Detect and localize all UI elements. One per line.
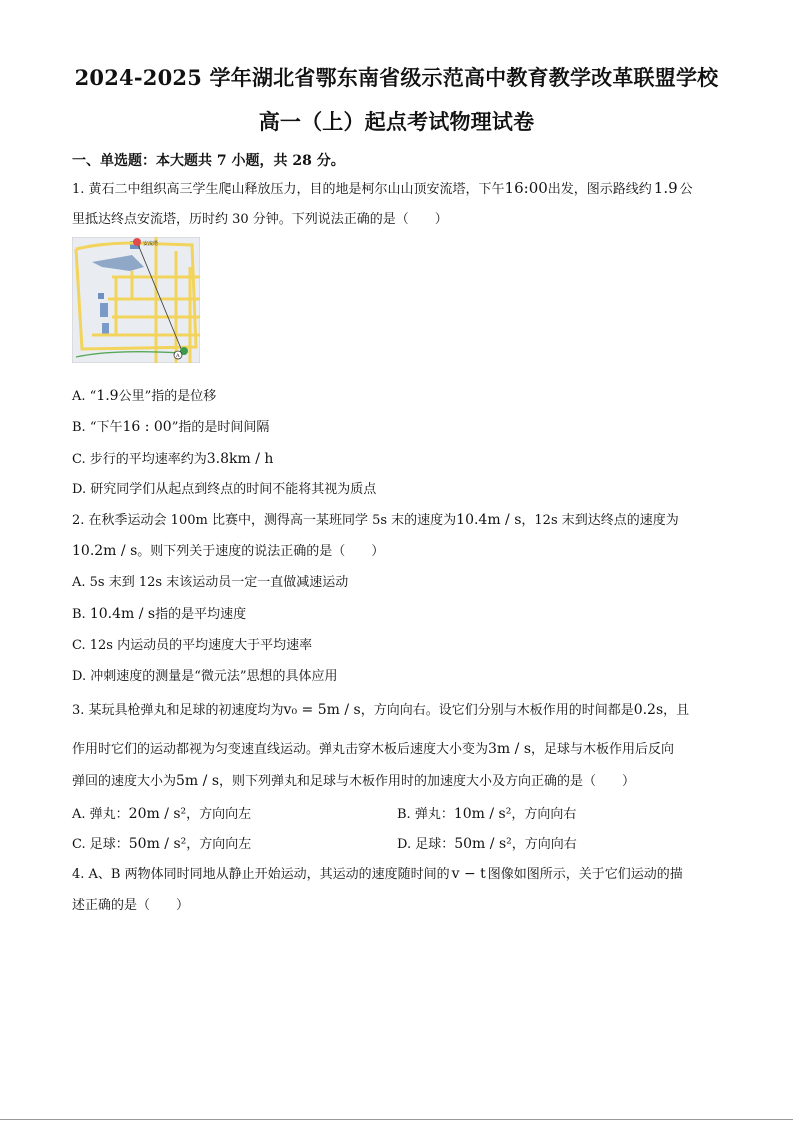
- q2-option-a: A. 5s 末到 12s 末该运动员一定一直做减速运动: [72, 575, 349, 590]
- q1-option-b: B. “下午16 : 00”指的是时间间隔: [72, 419, 270, 435]
- q4-stem-line1: 4. A、B 两物体同时同地从静止开始运动，其运动的速度随时间的 v − t 图像如图所示，关于它们运动的描: [72, 866, 683, 882]
- exam-title-line2: 高一（上）起点考试物理试卷: [258, 109, 535, 134]
- q3-stem-line2: 作用时它们的运动都视为匀变速直线运动。弹丸击穿木板后速度大小变为3m / s，足球与木板作用后反向: [72, 741, 675, 757]
- map-end-label: 安流塔: [143, 241, 159, 247]
- q1-stem-line1: 1. 黄石二中组织高三学生爬山释放压力，目的地是柯尔山山顶安流塔，下午16:00出发，图示路线约 1.9 公: [72, 179, 693, 197]
- q1-option-d: D. 研究同学们从起点到终点的时间不能将其视为质点: [72, 482, 377, 497]
- map-start-label: A: [176, 353, 180, 359]
- q2-option-d: D. 冲刺速度的测量是“微元法”思想的具体应用: [72, 669, 338, 684]
- q3-option-c: C. 足球：50m / s²，方向向左: [72, 836, 252, 852]
- q1-option-c: C. 步行的平均速率约为3.8km / h: [72, 451, 274, 467]
- q3-option-d: D. 足球：50m / s²，方向向右: [397, 836, 577, 852]
- q2-stem-line2: 10.2m / s。则下列关于速度的说法正确的是（ ）: [72, 543, 385, 559]
- q1-stem-line2: 里抵达终点安流塔，历时约 30 分钟。下列说法正确的是（ ）: [72, 212, 448, 227]
- page-bottom-rule: [0, 1119, 793, 1120]
- q1-distance: 1.9: [653, 179, 678, 197]
- q3-option-a: A. 弹丸：20m / s²，方向向左: [72, 806, 252, 822]
- q3-option-b: B. 弹丸：10m / s²，方向向右: [397, 806, 577, 822]
- q3-stem-line1: 3. 某玩具枪弹丸和足球的初速度均为v₀ = 5m / s，方向向右。设它们分别与木板作用的时间都是0.2s，且: [72, 702, 690, 718]
- section-heading: 一、单选题：本大题共 7 小题，共 28 分。: [72, 153, 345, 169]
- exam-title-line1: 2024-2025 学年湖北省鄂东南省级示范高中教育教学改革联盟学校: [74, 65, 719, 90]
- q1-time: 16:00: [504, 179, 548, 197]
- q2-option-b: B. 10.4m / s指的是平均速度: [72, 606, 247, 622]
- q2-stem-line1: 2. 在秋季运动会 100m 比赛中，测得高一某班同学 5s 末的速度为10.4m / s，12s 末到达终点的速度为: [72, 512, 679, 528]
- q4-stem-line2: 述正确的是（ ）: [72, 898, 190, 913]
- route-map-image: [72, 237, 200, 363]
- q3-stem-line3: 弹回的速度大小为5m / s，则下列弹丸和足球与木板作用时的加速度大小及方向正确的是（ ）: [72, 773, 636, 789]
- map-end-marker: [133, 238, 141, 246]
- q2-option-c: C. 12s 内运动员的平均速度大于平均速率: [72, 638, 313, 653]
- q1-option-a: A. “1.9公里”指的是位移: [72, 388, 217, 404]
